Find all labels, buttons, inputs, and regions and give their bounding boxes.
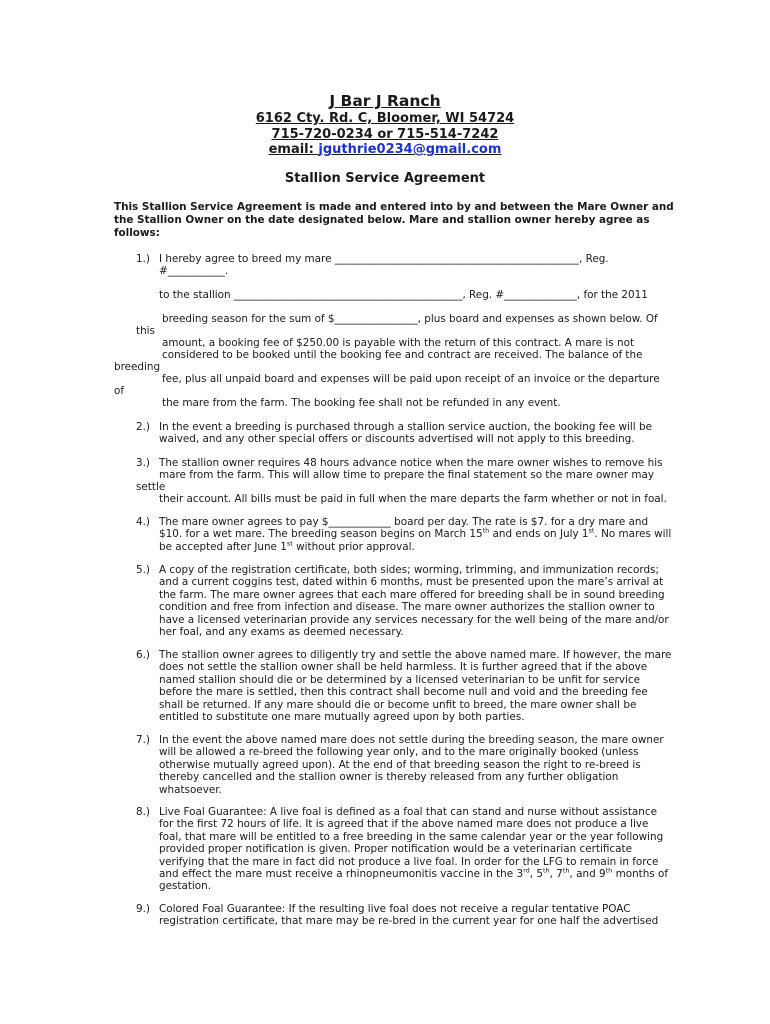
- clause-line: In the event a breeding is purchased through a stallion service auction, the booking fee will be: [159, 421, 652, 433]
- clause-line: gestation.: [159, 880, 212, 893]
- intro-paragraph: [114, 201, 674, 239]
- clause-line: otherwise mutually agreed upon). At the end of that breeding season the right to re-breed is: [159, 758, 641, 771]
- ordinal-suffix: th: [482, 526, 490, 535]
- clause-line: verifying that the mare in fact did not produce a live foal. In order for the LFG to remain in force: [159, 855, 659, 868]
- clause-number: 2.): [136, 421, 150, 433]
- clause-line: and a current coggins test, dated within 6 months, must be presented upon the mare’s arrival at: [159, 576, 664, 589]
- clause-number: 1.): [136, 253, 150, 265]
- clause-line: The mare owner agrees to pay $____________ board per day. The rate is $7. for a dry mare and: [159, 516, 649, 528]
- clause-line: In the event the above named mare does not settle during the breeding season, the mare owner: [159, 734, 664, 746]
- clause-line: before the mare is settled, then this contract shall become null and void and the breeding fee: [159, 686, 648, 699]
- clause-line: for the first 72 hours of life. It is agreed that if the above named mare does not produce a live: [159, 818, 649, 831]
- clause-1-wrap-word: this: [136, 325, 155, 337]
- clause-number: 9.): [136, 903, 150, 915]
- clause-3-line: their account. All bills must be paid in full when the mare departs the farm whether or not in foal.: [159, 493, 667, 505]
- ranch-name: J Bar J Ranch: [329, 92, 441, 110]
- text-run: , 7: [549, 868, 563, 881]
- ordinal-suffix: th: [605, 866, 613, 875]
- clause-line: Colored Foal Guarantee: If the resulting live foal does not receive a regular tentative POAC: [159, 903, 631, 915]
- text-run: $10. for a wet mare. The breeding season begins on March 15: [159, 528, 483, 541]
- email-link[interactable]: jguthrie0234@gmail.com: [318, 142, 502, 157]
- clause-9-text: [159, 903, 659, 928]
- intro-line: This Stallion Service Agreement is made and entered into by and between the Mare Owner and: [114, 201, 674, 213]
- clause-1-line: fee, plus all unpaid board and expenses will be paid upon receipt of an invoice or the departure: [162, 373, 660, 385]
- clause-1-line: I hereby agree to breed my mare _______________________________________________, Reg.: [159, 253, 609, 265]
- clause-6-text: [159, 649, 672, 724]
- clause-line: her foal, and any exams as deemed necessary.: [159, 626, 404, 639]
- text-run: . No mares will: [594, 528, 672, 541]
- ordinal-suffix: rd: [523, 866, 530, 875]
- clause-number: 7.): [136, 734, 150, 746]
- clause-1-wrap-word: breeding: [114, 361, 161, 373]
- clause-number: 6.): [136, 649, 150, 661]
- text-run: and effect the mare must receive a rhinopneumonitis vaccine in the 3: [159, 868, 524, 881]
- ordinal-suffix: th: [542, 866, 550, 875]
- intro-line: the Stallion Owner on the date designated below. Mare and stallion owner hereby agree as: [114, 213, 650, 226]
- clause-3-wrap-word: settle: [136, 481, 166, 493]
- ranch-email-line: [0, 142, 770, 157]
- clause-line: named stallion should die or be determined by a licensed veterinarian to be unfit for service: [159, 673, 641, 686]
- clause-line: The stallion owner agrees to diligently try and settle the above named mare. If however, the mare: [159, 649, 672, 661]
- clause-line: registration certificate, that mare may be re-bred in the current year for one half the advertised: [159, 915, 659, 928]
- clause-2-text: [159, 421, 659, 446]
- clause-line: will be allowed a re-breed the following year only, and to the mare originally booked (unless: [159, 746, 639, 759]
- text-run: months of: [612, 868, 669, 881]
- clause-line: A copy of the registration certificate, both sides; worming, trimming, and immunization records;: [159, 564, 659, 576]
- clause-line: the farm. The mare owner agrees that each mare offered for breeding shall be in sound breeding: [159, 588, 665, 601]
- clause-line: [159, 866, 669, 881]
- clause-line: [159, 541, 659, 553]
- clause-line: thereby cancelled and the stallion owner is thereby released from any further obligation: [159, 771, 619, 784]
- clause-line: have a licensed veterinarian provide any services necessary for the well being of the mare and/or: [159, 613, 669, 626]
- clause-line: entitled to substitute one mare mutually agreed upon by both parties.: [159, 711, 525, 724]
- clause-1-line: amount, a booking fee of $250.00 is payable with the return of this contract. A mare is not: [162, 337, 635, 349]
- clause-number: 3.): [136, 457, 150, 469]
- clause-3-line: mare from the farm. This will allow time to prepare the final statement so the mare owner may: [159, 469, 654, 481]
- ordinal-suffix: th: [562, 866, 570, 875]
- clause-7-text: [159, 734, 664, 796]
- clause-line: does not settle the stallion owner shall be held harmless. It is further agreed that if the above: [159, 661, 648, 674]
- clause-line: waived, and any other special offers or discounts advertised will not apply to this breeding.: [159, 433, 635, 446]
- clause-line: provided proper notification is given. Proper notification would be a veterinarian certificate: [159, 843, 632, 856]
- clause-line: Live Foal Guarantee: A live foal is defined as a foal that can stand and nurse without assistance: [159, 806, 657, 818]
- clause-1-line: #___________.: [159, 265, 229, 277]
- clause-3-line: The stallion owner requires 48 hours advance notice when the mare owner wishes to remove his: [159, 457, 663, 469]
- clause-line: foal, that mare will be entitled to a free breeding in the same calendar year or the year following: [159, 830, 664, 843]
- clause-number: 4.): [136, 516, 150, 528]
- clause-1-line: the mare from the farm. The booking fee shall not be refunded in any event.: [162, 397, 561, 409]
- clause-8-text: [159, 806, 669, 893]
- clause-4-text: [159, 516, 672, 553]
- email-label: email:: [268, 142, 319, 157]
- ordinal-suffix: st: [286, 539, 293, 548]
- ordinal-suffix: st: [588, 526, 595, 535]
- clause-number: 8.): [136, 806, 150, 818]
- clause-number: 5.): [136, 564, 150, 576]
- clause-1-line: breeding season for the sum of $________________, plus board and expenses as shown below. Of: [162, 313, 658, 325]
- ranch-address: 6162 Cty. Rd. C, Bloomer, WI 54724: [255, 111, 515, 126]
- ranch-phones: 715-720-0234 or 715-514-7242: [271, 127, 499, 142]
- intro-line: follows:: [114, 226, 160, 239]
- clause-1-wrap-word: of: [114, 385, 125, 397]
- text-run: without prior approval.: [292, 540, 415, 553]
- clause-1-line: considered to be booked until the booking fee and contract are received. The balance of the: [162, 349, 643, 361]
- agreement-title: Stallion Service Agreement: [284, 171, 486, 186]
- text-run: and ends on July 1: [489, 528, 589, 541]
- clause-1-line: to the stallion ____________________________________________, Reg. #______________, for the 2011: [159, 289, 648, 301]
- clause-line: whatsoever.: [159, 783, 222, 796]
- text-run: , and 9: [569, 868, 606, 881]
- clause-line: condition and free from infection and disease. The mare owner authorizes the stallion owner to: [159, 601, 655, 614]
- clause-line: shall be returned. If any mare should die or become unfit to breed, the mare owner shall be: [159, 698, 637, 711]
- text-run: be accepted after June 1: [159, 540, 287, 553]
- clause-5-text: [159, 564, 669, 639]
- clause-line: [159, 526, 672, 541]
- text-run: , 5: [529, 868, 543, 881]
